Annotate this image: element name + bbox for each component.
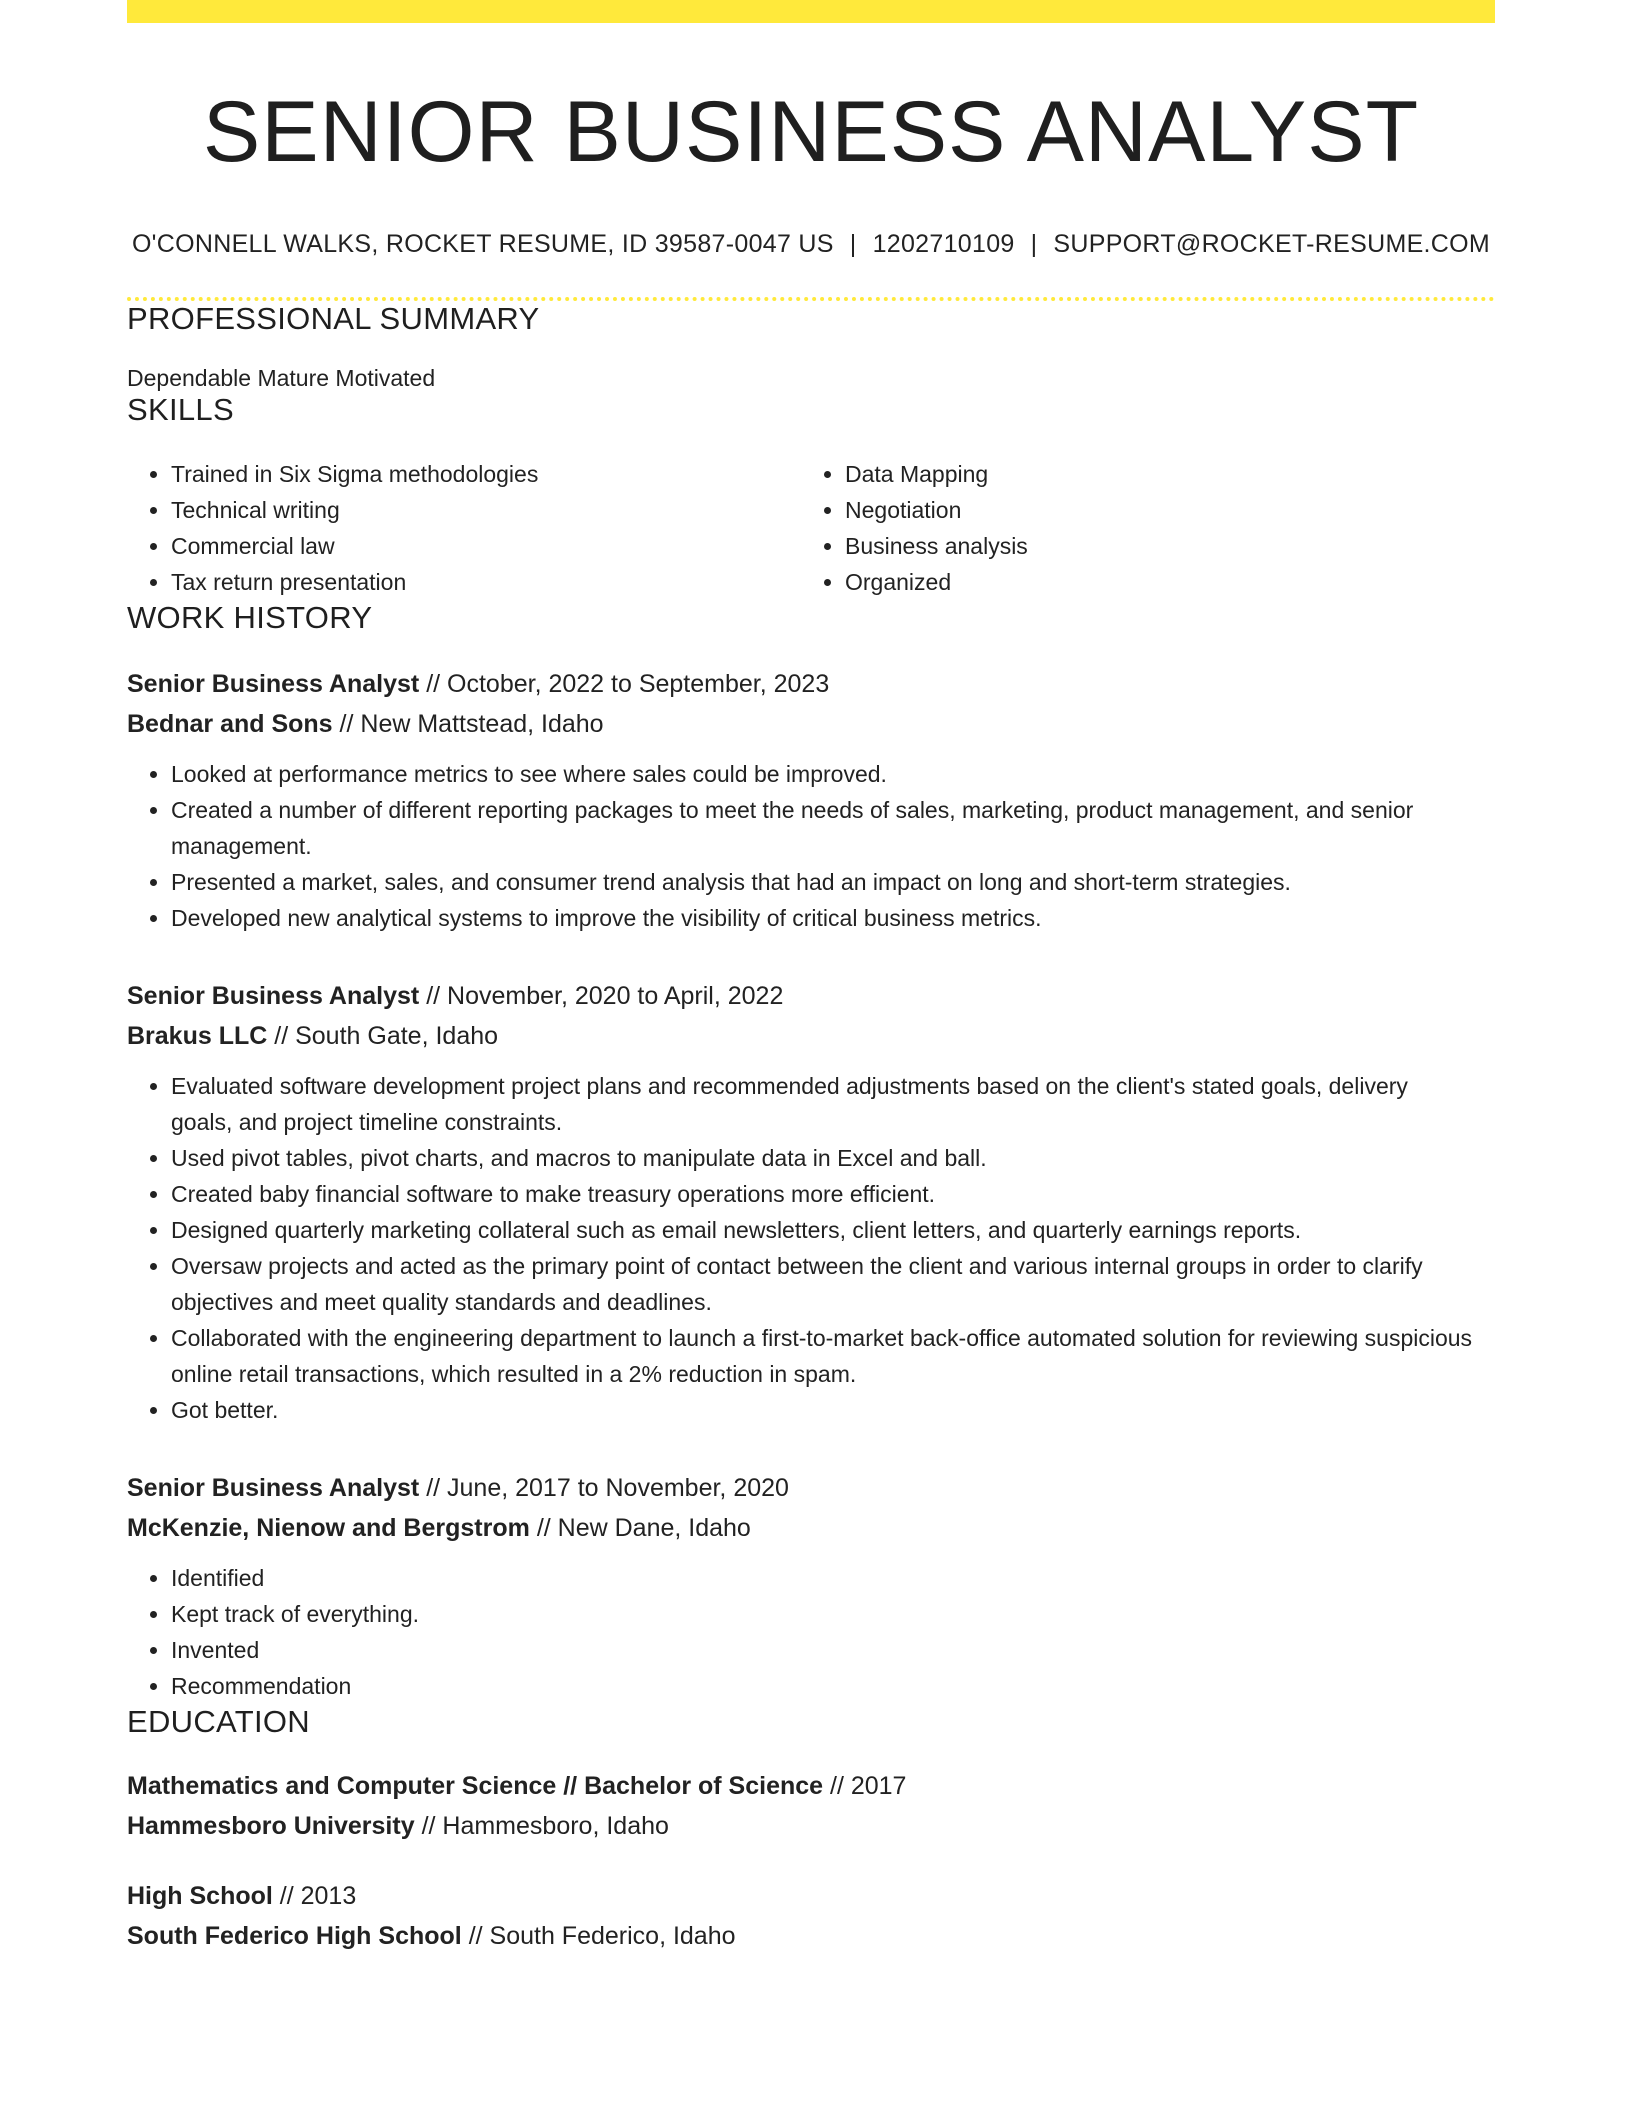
job-bullet: • Created baby financial software to make treasury operations more efficient. xyxy=(171,1176,1495,1212)
education-year: // 2013 xyxy=(279,1881,357,1910)
job-bullet: • Looked at performance metrics to see where sales could be improved. xyxy=(171,756,1495,792)
skills-column-right xyxy=(801,456,1475,600)
job-company-line xyxy=(127,1508,1495,1548)
job-bullet: • Used pivot tables, pivot charts, and macros to manipulate data in Excel and ball. xyxy=(171,1140,1495,1176)
job-company: McKenzie, Nienow and Bergstrom xyxy=(127,1513,530,1542)
top-accent-bar xyxy=(127,0,1495,23)
job-bullet: • Invented xyxy=(171,1632,1495,1668)
skill-item: • Data Mapping xyxy=(845,456,1475,492)
job-bullet: • Created a number of different reporting packages to meet the needs of sales, marketing, product management, and senior management. xyxy=(171,792,1495,864)
job-bullet: • Presented a market, sales, and consumer trend analysis that had an impact on long and short-term strategies. xyxy=(171,864,1495,900)
job-bullet: • Kept track of everything. xyxy=(171,1596,1495,1632)
job-company-line xyxy=(127,704,1495,744)
skill-item: • Negotiation xyxy=(845,492,1475,528)
education-year: // 2017 xyxy=(830,1771,907,1800)
job-bullet: • Designed quarterly marketing collateral such as email newsletters, client letters, and quarterly earnings reports. xyxy=(171,1212,1495,1248)
contact-email[interactable]: SUPPORT@ROCKET-RESUME.COM xyxy=(1053,229,1491,258)
education-degree: High School xyxy=(127,1881,273,1910)
job-bullets xyxy=(127,756,1495,936)
job-role-line xyxy=(127,976,1495,1016)
job-location: // South Gate, Idaho xyxy=(274,1021,499,1050)
education-entry xyxy=(127,1876,1495,1956)
education-school: South Federico High School xyxy=(127,1921,462,1950)
contact-address: O'CONNELL WALKS, ROCKET RESUME, ID 39587-0047 US xyxy=(131,229,834,258)
skills-column-left xyxy=(127,456,801,600)
job-bullets xyxy=(127,1068,1495,1428)
education-location: // Hammesboro, Idaho xyxy=(421,1811,669,1840)
job-company: Brakus LLC xyxy=(127,1021,268,1050)
skill-item: • Technical writing xyxy=(171,492,801,528)
job-company-line xyxy=(127,1016,1495,1056)
job-role: Senior Business Analyst xyxy=(127,981,420,1010)
job-bullet: • Developed new analytical systems to improve the visibility of critical business metrics. xyxy=(171,900,1495,936)
education-location: // South Federico, Idaho xyxy=(468,1921,736,1950)
resume-title: SENIOR BUSINESS ANALYST xyxy=(202,84,1420,180)
education-degree-line xyxy=(127,1766,1495,1806)
job-entry xyxy=(127,976,1495,1428)
job-role-line xyxy=(127,664,1495,704)
job-bullet: • Oversaw projects and acted as the primary point of contact between the client and various internal groups in order to clarify objectives and meet quality standards and deadlines. xyxy=(171,1248,1495,1320)
education-entry xyxy=(127,1766,1495,1846)
job-dates: // October, 2022 to September, 2023 xyxy=(426,669,830,698)
resume-page xyxy=(127,0,1495,1956)
skill-item: • Trained in Six Sigma methodologies xyxy=(171,456,801,492)
job-location: // New Dane, Idaho xyxy=(536,1513,751,1542)
education-heading: EDUCATION xyxy=(127,1703,310,1739)
skills-list xyxy=(127,456,1495,600)
skill-item: • Tax return presentation xyxy=(171,564,801,600)
job-dates: // November, 2020 to April, 2022 xyxy=(426,981,784,1010)
job-role: Senior Business Analyst xyxy=(127,669,420,698)
skill-item: • Organized xyxy=(845,564,1475,600)
contact-separator: | xyxy=(849,229,857,258)
contact-separator: | xyxy=(1030,229,1038,258)
job-bullets xyxy=(127,1560,1495,1704)
skills-heading: SKILLS xyxy=(127,391,234,427)
skill-item: • Commercial law xyxy=(171,528,801,564)
education-degree-line xyxy=(127,1876,1495,1916)
job-location: // New Mattstead, Idaho xyxy=(339,709,604,738)
summary-text: Dependable Mature Motivated xyxy=(127,364,436,391)
job-role-line xyxy=(127,1468,1495,1508)
contact-line xyxy=(127,230,1495,259)
education-school: Hammesboro University xyxy=(127,1811,415,1840)
education-school-line xyxy=(127,1806,1495,1846)
job-entry xyxy=(127,1468,1495,1704)
job-bullet: • Identified xyxy=(171,1560,1495,1596)
job-bullet: • Recommendation xyxy=(171,1668,1495,1704)
education-school-line xyxy=(127,1916,1495,1956)
contact-phone[interactable]: 1202710109 xyxy=(872,229,1015,258)
education-degree: Mathematics and Computer Science // Bachelor of Science xyxy=(127,1771,824,1800)
job-bullet: • Collaborated with the engineering department to launch a first-to-market back-office automated solution for reviewing suspicious online retail transactions, which resulted in a 2% reduction in spam. xyxy=(171,1320,1495,1392)
job-company: Bednar and Sons xyxy=(127,709,333,738)
work-history-heading: WORK HISTORY xyxy=(127,599,373,635)
skill-item: • Business analysis xyxy=(845,528,1475,564)
job-dates: // June, 2017 to November, 2020 xyxy=(426,1473,789,1502)
job-bullet: • Got better. xyxy=(171,1392,1495,1428)
job-bullet: • Evaluated software development project plans and recommended adjustments based on the client's stated goals, delivery goals, and project timeline constraints. xyxy=(171,1068,1495,1140)
job-entry xyxy=(127,664,1495,936)
summary-heading: PROFESSIONAL SUMMARY xyxy=(127,300,540,336)
job-role: Senior Business Analyst xyxy=(127,1473,420,1502)
